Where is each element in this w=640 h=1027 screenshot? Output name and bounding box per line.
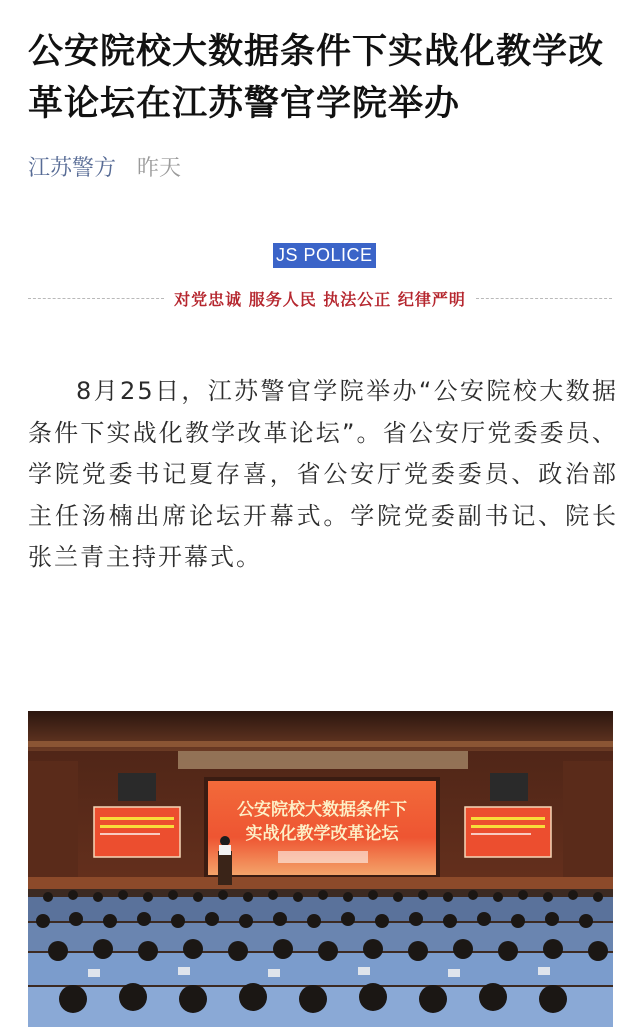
stage-screen-line2: 实战化教学改革论坛	[245, 824, 399, 844]
author-link[interactable]: 江苏警方	[28, 156, 117, 181]
side-screen-right	[465, 807, 551, 857]
slogan-banner	[28, 284, 612, 312]
article-meta	[28, 154, 181, 184]
slogan-rule-right	[476, 298, 612, 299]
article-paragraph: 8月25日，江苏警官学院举办“公安院校大数据条件下实战化教学改革论坛”。省公安厅党委委员、学院党委书记夏存喜，省公安厅党委委员、政治部主任汤楠出席论坛开幕式。学院党委副书记、院长张兰青主持开幕式。	[28, 377, 618, 571]
slogan-text: 对党忠诚 服务人民 执法公正 纪律严明	[174, 289, 466, 309]
conference-photo[interactable]	[28, 711, 613, 1027]
conference-photo-illustration	[28, 711, 613, 1027]
publish-time: 昨天	[137, 156, 182, 181]
audience	[28, 889, 613, 1027]
podium	[218, 851, 232, 885]
stage-screen-line1: 公安院校大数据条件下	[237, 800, 407, 820]
side-screen-left	[94, 807, 180, 857]
article-title: 公安院校大数据条件下实战化教学改革论坛在江苏警官学院举办	[28, 32, 605, 124]
slogan-rule-left	[28, 298, 164, 299]
js-police-logo: JS POLICE	[273, 243, 376, 268]
